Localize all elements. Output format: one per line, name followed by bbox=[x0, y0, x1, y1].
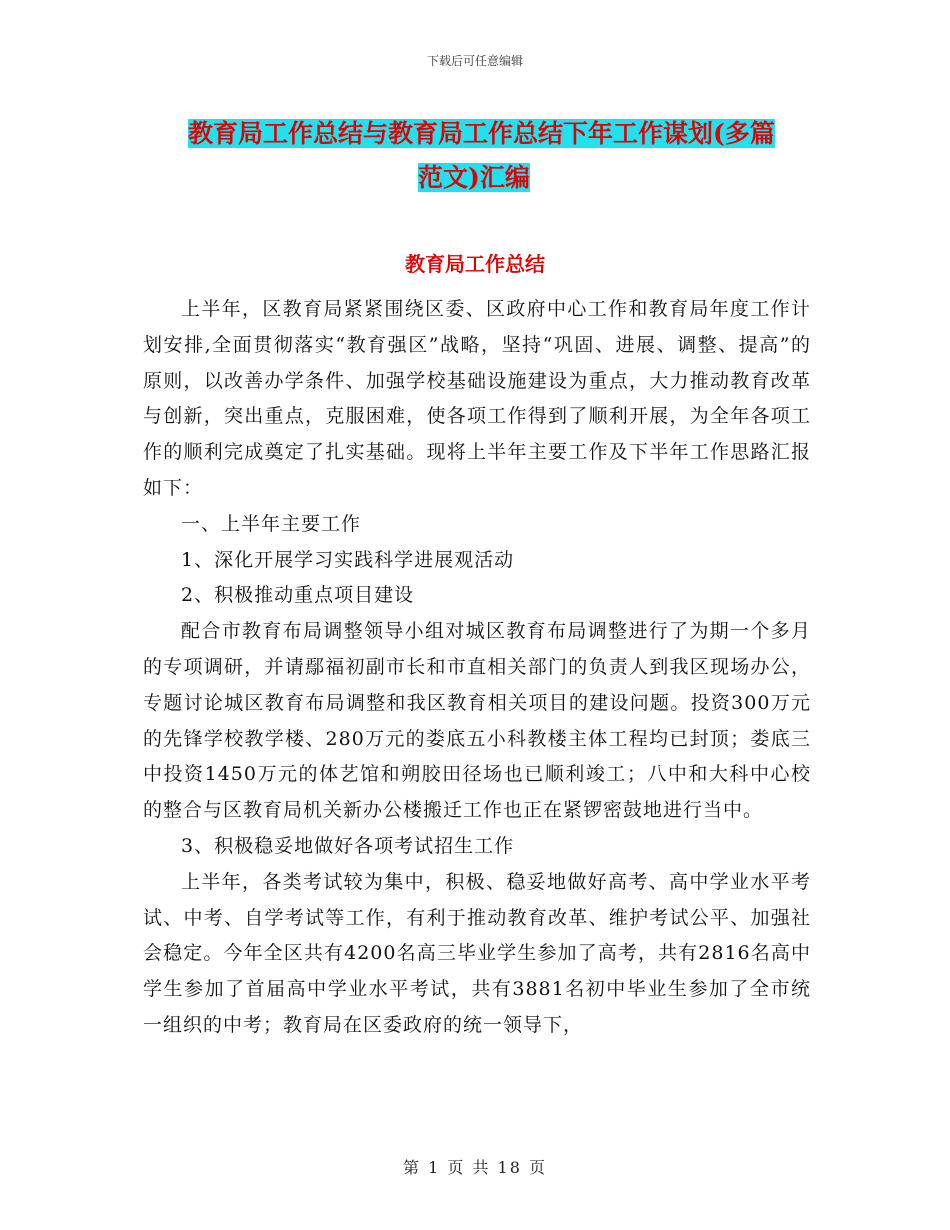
paragraph-projects: 配合市教育布局调整领导小组对城区教育布局调整进行了为期一个多月的专项调研，并请鄢福初副市长和市直相关部门的负责人到我区现场办公，专题讨论城区教育布局调整和我区教育相关项目的建设问题。投资300万元的先锋学校教学楼、280万元的娄底五小科教楼主体工程均已封顶；娄底三中投资1450万元的体艺馆和朔胶田径场也已顺利竣工；八中和大科中心校的整合与区教育局机关新办公楼搬迁工作也正在紧锣密鼓地进行当中。 bbox=[143, 620, 811, 822]
document-body bbox=[143, 292, 811, 1044]
title-line-2 bbox=[188, 156, 812, 200]
title-line-1-text: 教育局工作总结与教育局工作总结下年工作谋划(多篇 bbox=[188, 119, 775, 148]
item-1: 1、深化开展学习实践科学进展观活动 bbox=[181, 548, 515, 571]
header-note: 下载后可任意编辑 bbox=[426, 54, 523, 68]
title-line-2-text: 范文)汇编 bbox=[418, 163, 530, 192]
paragraph-intro: 上半年，区教育局紧紧围绕区委、区政府中心工作和教育局年度工作计划安排,全面贯彻落实“教育强区”战略，坚持“巩固、进展、调整、提高”的原则，以改善办学条件、加强学校基础设施建设为重点，大力推动教育改革与创新，突出重点，克服困难，使各项工作得到了顺利开展，为全年各项工作的顺利完成奠定了扎实基础。现将上半年主要工作及下半年工作思路汇报如下： bbox=[143, 298, 811, 499]
item-2: 2、积极推动重点项目建设 bbox=[181, 584, 415, 607]
title-line-1 bbox=[188, 112, 812, 156]
heading-main-work: 一、上半年主要工作 bbox=[181, 512, 362, 535]
item-3: 3、积极稳妥地做好各项考试招生工作 bbox=[181, 834, 515, 857]
section-heading: 教育局工作总结 bbox=[405, 252, 545, 276]
page-footer: 第 1 页 共 18 页 bbox=[403, 1158, 547, 1177]
document-title bbox=[188, 112, 812, 200]
paragraph-exams: 上半年，各类考试较为集中，积极、稳妥地做好高考、高中学业水平考试、中考、自学考试等工作，有利于推动教育改革、维护考试公平、加强社会稳定。今年全区共有4200名高三毕业学生参加了高考，共有2816名高中学生参加了首届高中学业水平考试，共有3881名初中毕业生参加了全市统一组织的中考；教育局在区委政府的统一领导下， bbox=[143, 870, 811, 1036]
